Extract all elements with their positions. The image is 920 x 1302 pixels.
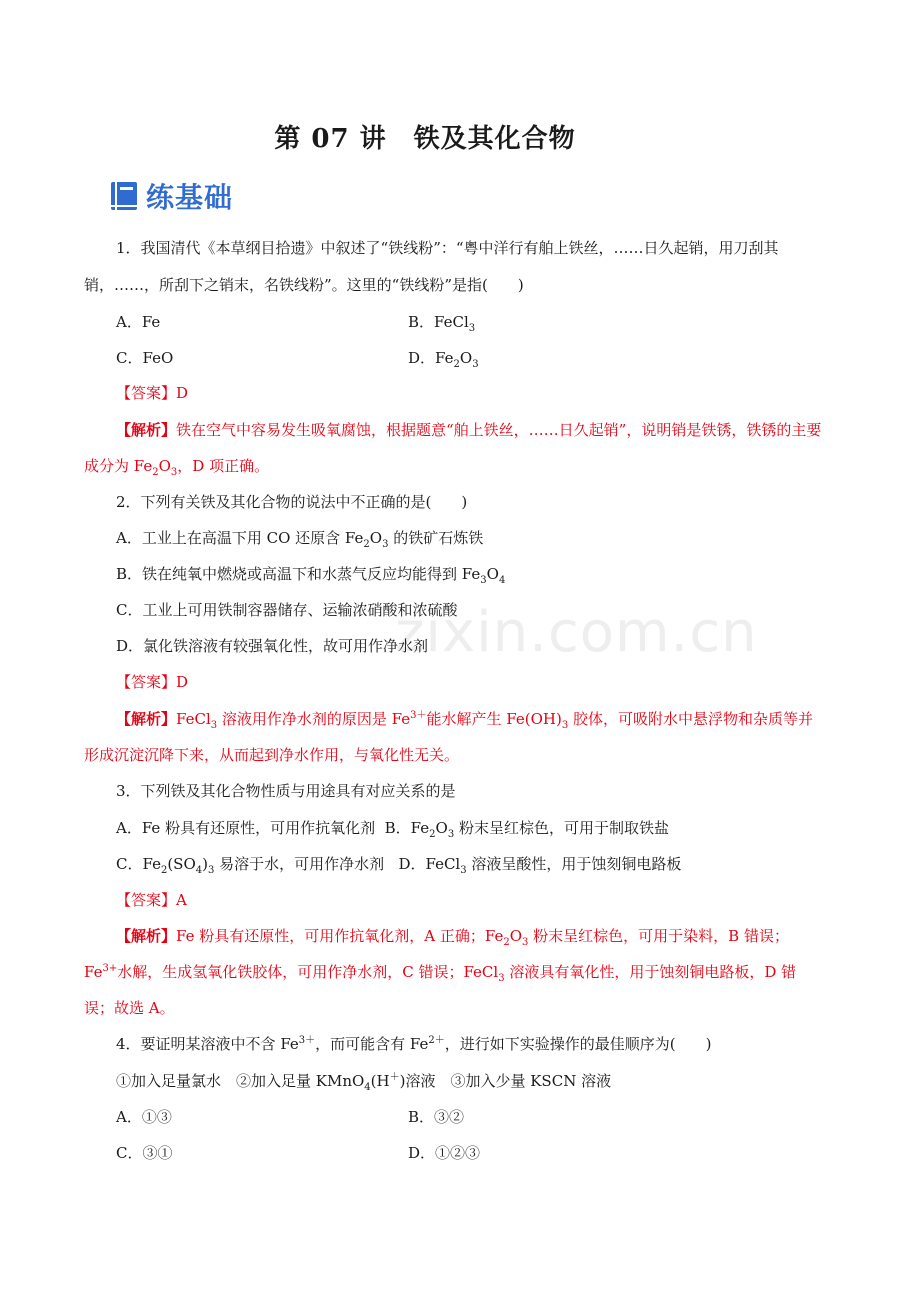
section-label: 练基础 — [146, 181, 234, 214]
q4-option-b: B．③② — [408, 1108, 465, 1126]
q3-explanation-line1: 【解析】Fe 粉具有还原性，可用作抗氧化剂，A 正确；$Fe_2O_3$ 粉末呈红棕色，可用于染料，B 错误； — [116, 927, 789, 948]
q4-option-a: A．①③ — [116, 1108, 172, 1126]
q3-stem: 3．下列铁及其化合物性质与用途具有对应关系的是 — [116, 782, 456, 800]
q1-stem-line1: 1．我国清代《本草纲目拾遗》中叙述了“铁线粉”：“粤中洋行有舶上铁丝，……日久起销，用刀刮其 — [116, 239, 779, 257]
q2-explanation-line1: 【解析】FeCl$_3$ 溶液用作净水剂的原因是 $Fe^{3+}$能水解产生 $Fe(OH)_3$ 胶体，可吸附水中悬浮物和杂质等并 — [116, 710, 814, 731]
q3-answer: 【答案】A — [116, 891, 187, 909]
q3-options-row1: A．Fe 粉具有还原性，可用作抗氧化剂 B．$Fe_2O_3$ 粉末呈红棕色，可用于制取铁盐 — [116, 819, 669, 840]
q2-explanation-line2: 形成沉淀沉降下来，从而起到净水作用，与氧化性无关。 — [84, 746, 460, 764]
q2-answer: 【答案】D — [116, 673, 189, 691]
q1-option-b: B．FeCl$_3$ — [408, 313, 476, 334]
page-title: 第 07 讲 铁及其化合物 — [274, 124, 576, 154]
q1-answer: 【答案】D — [116, 384, 189, 402]
q1-option-d: D．$Fe_2O_3$ — [408, 349, 479, 370]
q4-stem: 4．要证明某溶液中不含 $Fe^{3+}$，而可能含有 $Fe^{2+}$，进行如下实验操作的最佳顺序为( ) — [116, 1035, 712, 1053]
q1-option-a: A．Fe — [116, 313, 161, 331]
q2-stem: 2．下列有关铁及其化合物的说法中不正确的是( ) — [116, 493, 468, 511]
q1-stem-line2: 销，……，所刮下之销末，名铁线粉”。这里的“铁线粉”是指( ) — [84, 276, 524, 294]
book-icon — [110, 181, 138, 211]
q2-option-c: C．工业上可用铁制容器储存、运输浓硝酸和浓硫酸 — [116, 601, 458, 619]
q1-explanation-line2: 成分为 $Fe_2O_3$，D 项正确。 — [84, 457, 270, 478]
q2-option-a: A．工业上在高温下用 CO 还原含 $Fe_2O_3$ 的铁矿石炼铁 — [116, 529, 484, 550]
q3-options-row2: C．$Fe_2(SO_4)_3$ 易溶于水，可用作净水剂 D．FeCl$_3$ 溶液呈酸性，用于蚀刻铜电路板 — [116, 855, 682, 876]
q2-option-b: B．铁在纯氧中燃烧或高温下和水蒸气反应均能得到 $Fe_3O_4$ — [116, 565, 506, 586]
section-heading — [110, 176, 233, 216]
q3-explanation-line2: $Fe^{3+}$水解，生成氢氧化铁胶体，可用作净水剂，C 错误；FeCl$_3$ 溶液具有氧化性，用于蚀刻铜电路板，D 错 — [84, 963, 797, 984]
q1-explanation-line1: 【解析】铁在空气中容易发生吸氧腐蚀，根据题意“舶上铁丝，……日久起销”，说明销是铁锈，铁锈的主要 — [116, 421, 822, 439]
q4-option-c: C．③① — [116, 1144, 173, 1162]
q4-operations: ①加入足量氯水 ②加入足量 KMnO$_4$(H＋)溶液 ③加入少量 KSCN 溶液 — [116, 1072, 612, 1093]
q1-option-c: C．FeO — [116, 349, 174, 367]
q3-explanation-line3: 误；故选 A。 — [84, 999, 175, 1017]
q4-option-d: D．①②③ — [408, 1144, 481, 1162]
q2-option-d: D．氯化铁溶液有较强氧化性，故可用作净水剂 — [116, 637, 429, 655]
watermark: zixin.com.cn — [395, 600, 758, 665]
